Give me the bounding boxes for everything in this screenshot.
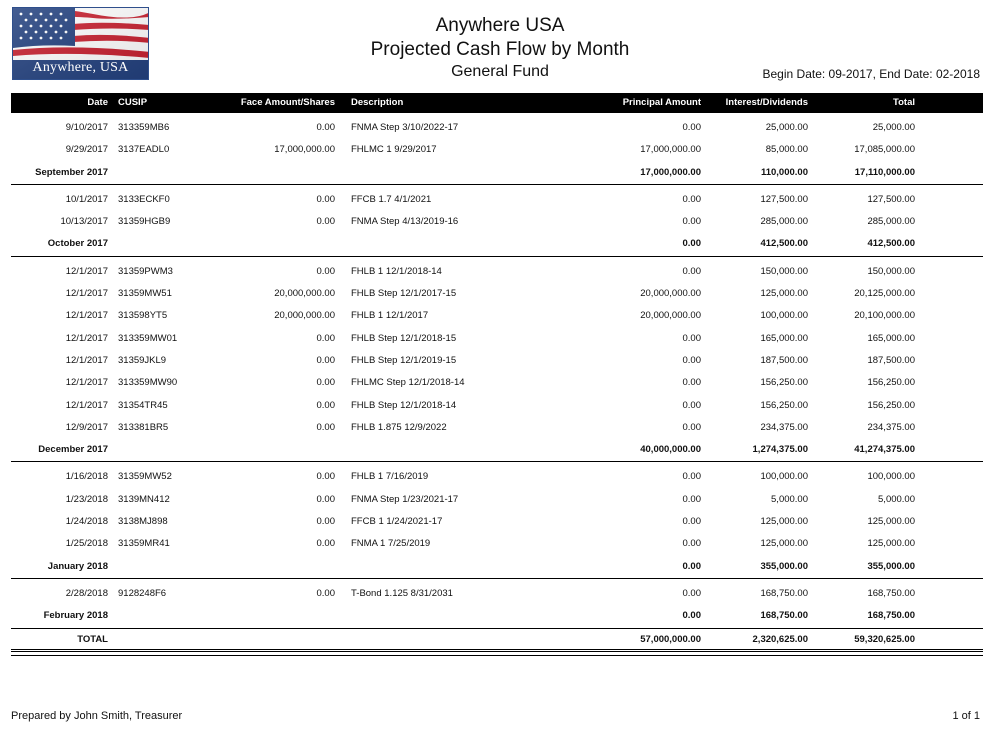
cell-principal: 0.00 xyxy=(682,421,701,433)
cell-face: 0.00 xyxy=(316,332,335,344)
month-subtotal-row xyxy=(11,439,983,462)
cell-cusip: 31359MW52 xyxy=(118,471,172,483)
cell-face: 0.00 xyxy=(316,265,335,277)
cell-desc: FHLMC Step 12/1/2018-14 xyxy=(351,377,465,389)
org-title: Anywhere USA xyxy=(435,15,565,36)
table-row xyxy=(11,395,983,417)
cell-face: 0.00 xyxy=(316,122,335,133)
date-range: Begin Date: 09-2017, End Date: 02-2018 xyxy=(762,67,980,81)
cell-total: 25,000.00 xyxy=(872,122,915,133)
cell-total: 285,000.00 xyxy=(867,216,915,228)
cell-interest: 285,000.00 xyxy=(760,216,808,228)
cell-interest: 125,000.00 xyxy=(760,288,808,300)
table-row xyxy=(11,372,983,394)
subtotal-principal: 17,000,000.00 xyxy=(640,166,701,178)
col-interest: Interest/Dividends xyxy=(725,97,808,108)
prepared-by: Prepared by John Smith, Treasurer xyxy=(11,710,183,722)
cell-date: 1/24/2018 xyxy=(65,516,108,528)
subtotal-label: September 2017 xyxy=(35,166,108,178)
subtotal-interest: 168,750.00 xyxy=(760,610,808,622)
table-row xyxy=(11,466,983,488)
table-row xyxy=(11,305,983,327)
cell-date: 12/1/2017 xyxy=(65,265,108,277)
cell-principal: 0.00 xyxy=(682,516,701,528)
cell-desc: FFCB 1 1/24/2021-17 xyxy=(351,516,443,528)
table-row xyxy=(11,533,983,555)
cell-cusip: 3139MN412 xyxy=(118,493,170,505)
table-row xyxy=(11,328,983,350)
cell-total: 20,100,000.00 xyxy=(854,310,915,322)
month-subtotal-row xyxy=(11,556,983,579)
cell-principal: 0.00 xyxy=(682,332,701,344)
cell-interest: 168,750.00 xyxy=(760,587,808,599)
cell-total: 17,085,000.00 xyxy=(854,144,915,156)
subtotal-label: January 2018 xyxy=(47,560,108,572)
cell-desc: FHLMC 1 9/29/2017 xyxy=(351,144,437,156)
subtotal-principal: 40,000,000.00 xyxy=(640,444,701,456)
cell-desc: T-Bond 1.125 8/31/2031 xyxy=(351,587,453,599)
subtotal-total: 168,750.00 xyxy=(867,610,915,622)
table-row xyxy=(11,117,983,139)
col-principal: Principal Amount xyxy=(622,97,701,108)
grand-total-label: TOTAL xyxy=(77,633,108,645)
table-row xyxy=(11,283,983,305)
col-total: Total xyxy=(893,97,915,108)
cell-cusip: 31359MR41 xyxy=(118,538,170,550)
subtotal-interest: 412,500.00 xyxy=(760,238,808,250)
grand-total-principal: 57,000,000.00 xyxy=(640,633,701,645)
cell-desc: FHLB Step 12/1/2018-14 xyxy=(351,399,457,411)
cell-date: 12/1/2017 xyxy=(65,399,108,411)
cell-principal: 0.00 xyxy=(682,354,701,366)
cell-desc: FHLB 1 12/1/2018-14 xyxy=(351,265,442,277)
cell-principal: 0.00 xyxy=(682,587,701,599)
cell-desc: FNMA Step 1/23/2021-17 xyxy=(351,493,459,505)
cell-desc: FHLB 1 7/16/2019 xyxy=(351,471,429,483)
cell-principal: 17,000,000.00 xyxy=(640,144,701,156)
table-header xyxy=(11,93,983,113)
cell-desc: FHLB Step 12/1/2019-15 xyxy=(351,354,457,366)
table-row xyxy=(11,489,983,511)
cell-date: 12/1/2017 xyxy=(65,354,108,366)
table-row xyxy=(11,583,983,605)
cell-face: 0.00 xyxy=(316,399,335,411)
cell-total: 127,500.00 xyxy=(867,193,915,205)
cell-desc: FHLB 1.875 12/9/2022 xyxy=(351,421,447,433)
cell-cusip: 313359MW90 xyxy=(118,377,178,389)
page-number: 1 of 1 xyxy=(952,710,980,722)
cash-flow-table xyxy=(11,93,983,656)
subtotal-label: February 2018 xyxy=(43,610,108,622)
cell-date: 12/1/2017 xyxy=(65,332,108,344)
cell-date: 1/25/2018 xyxy=(65,538,108,550)
cell-desc: FHLB Step 12/1/2017-15 xyxy=(351,288,457,300)
cell-total: 125,000.00 xyxy=(867,538,915,550)
cell-principal: 20,000,000.00 xyxy=(640,310,701,322)
cell-principal: 0.00 xyxy=(682,216,701,228)
cell-face: 0.00 xyxy=(316,538,335,550)
subtotal-principal: 0.00 xyxy=(682,238,701,250)
cell-date: 2/28/2018 xyxy=(65,587,108,599)
subtotal-principal: 0.00 xyxy=(682,610,701,622)
subtotal-label: December 2017 xyxy=(38,444,108,456)
cell-date: 12/1/2017 xyxy=(65,377,108,389)
cell-interest: 100,000.00 xyxy=(760,310,808,322)
cell-face: 17,000,000.00 xyxy=(274,144,335,156)
cell-cusip: 31354TR45 xyxy=(118,399,168,411)
cell-total: 234,375.00 xyxy=(867,421,915,433)
cell-principal: 0.00 xyxy=(682,471,701,483)
cell-total: 20,125,000.00 xyxy=(854,288,915,300)
cell-cusip: 313359MB6 xyxy=(118,122,170,133)
cell-interest: 100,000.00 xyxy=(760,471,808,483)
cell-date: 12/1/2017 xyxy=(65,310,108,322)
cell-total: 165,000.00 xyxy=(867,332,915,344)
cell-cusip: 9128248F6 xyxy=(118,587,167,599)
cell-date: 10/1/2017 xyxy=(65,193,108,205)
cell-date: 1/23/2018 xyxy=(65,493,108,505)
cell-principal: 0.00 xyxy=(682,493,701,505)
cell-total: 5,000.00 xyxy=(878,493,915,505)
subtotal-interest: 355,000.00 xyxy=(760,560,808,572)
subtotal-total: 412,500.00 xyxy=(867,238,915,250)
col-description: Description xyxy=(351,97,404,108)
cell-date: 10/13/2017 xyxy=(60,216,108,228)
cell-cusip: 31359MW51 xyxy=(118,288,172,300)
cell-cusip: 313381BR5 xyxy=(118,421,169,433)
table-row xyxy=(11,261,983,283)
subtotal-label: October 2017 xyxy=(47,238,108,250)
cell-cusip: 3138MJ898 xyxy=(118,516,168,528)
cell-desc: FNMA 1 7/25/2019 xyxy=(351,538,431,550)
cell-cusip: 31359JKL9 xyxy=(118,354,167,366)
cell-principal: 0.00 xyxy=(682,538,701,550)
subtotal-total: 41,274,375.00 xyxy=(854,444,915,456)
cell-interest: 156,250.00 xyxy=(760,377,808,389)
cell-total: 100,000.00 xyxy=(867,471,915,483)
logo-text: Anywhere, USA xyxy=(32,60,129,75)
cell-total: 168,750.00 xyxy=(867,587,915,599)
cell-interest: 150,000.00 xyxy=(760,265,808,277)
cell-cusip: 3137EADL0 xyxy=(118,144,170,156)
subtotal-total: 355,000.00 xyxy=(867,560,915,572)
table-row xyxy=(11,211,983,233)
cell-interest: 234,375.00 xyxy=(760,421,808,433)
cell-principal: 0.00 xyxy=(682,193,701,205)
grand-total-total: 59,320,625.00 xyxy=(854,633,915,645)
cell-date: 9/29/2017 xyxy=(65,144,108,156)
cell-interest: 85,000.00 xyxy=(765,144,808,156)
table-body xyxy=(11,113,983,629)
cell-face: 0.00 xyxy=(316,216,335,228)
cell-desc: FHLB Step 12/1/2018-15 xyxy=(351,332,457,344)
cell-face: 0.00 xyxy=(316,516,335,528)
month-subtotal-row xyxy=(11,233,983,256)
cell-interest: 25,000.00 xyxy=(765,122,808,133)
cell-principal: 0.00 xyxy=(682,399,701,411)
cell-principal: 20,000,000.00 xyxy=(640,288,701,300)
cell-cusip: 313598YT5 xyxy=(118,310,168,322)
cell-cusip: 31359PWM3 xyxy=(118,265,173,277)
cell-face: 0.00 xyxy=(316,377,335,389)
cell-cusip: 313359MW01 xyxy=(118,332,178,344)
cell-total: 150,000.00 xyxy=(867,265,915,277)
cell-principal: 0.00 xyxy=(682,265,701,277)
cell-cusip: 31359HGB9 xyxy=(118,216,171,228)
subtotal-interest: 110,000.00 xyxy=(760,166,808,178)
cell-interest: 125,000.00 xyxy=(760,516,808,528)
cell-interest: 156,250.00 xyxy=(760,399,808,411)
cell-face: 0.00 xyxy=(316,471,335,483)
cell-total: 187,500.00 xyxy=(867,354,915,366)
cell-face: 0.00 xyxy=(316,587,335,599)
cell-face: 20,000,000.00 xyxy=(274,310,335,322)
cell-face: 0.00 xyxy=(316,421,335,433)
grand-total-row xyxy=(11,629,983,652)
subtotal-total: 17,110,000.00 xyxy=(854,166,915,178)
cell-cusip: 3133ECKF0 xyxy=(118,193,170,205)
col-cusip: CUSIP xyxy=(118,97,148,108)
cell-total: 125,000.00 xyxy=(867,516,915,528)
table-row xyxy=(11,139,983,161)
cell-face: 20,000,000.00 xyxy=(274,288,335,300)
report-title: Projected Cash Flow by Month xyxy=(370,39,630,60)
grand-total-interest: 2,320,625.00 xyxy=(752,633,808,645)
fund-title: General Fund xyxy=(451,63,549,80)
cell-desc: FHLB 1 12/1/2017 xyxy=(351,310,429,322)
cell-desc: FNMA Step 3/10/2022-17 xyxy=(351,122,459,133)
month-subtotal-row xyxy=(11,162,983,185)
cell-date: 1/16/2018 xyxy=(65,471,108,483)
cell-interest: 127,500.00 xyxy=(760,193,808,205)
table-row xyxy=(11,511,983,533)
col-face: Face Amount/Shares xyxy=(240,97,335,108)
cell-interest: 125,000.00 xyxy=(760,538,808,550)
table-row xyxy=(11,417,983,439)
cell-face: 0.00 xyxy=(316,354,335,366)
cell-interest: 165,000.00 xyxy=(760,332,808,344)
subtotal-principal: 0.00 xyxy=(682,560,701,572)
cell-face: 0.00 xyxy=(316,493,335,505)
cell-total: 156,250.00 xyxy=(867,399,915,411)
cell-desc: FNMA Step 4/13/2019-16 xyxy=(351,216,459,228)
cell-principal: 0.00 xyxy=(682,122,701,133)
table-row xyxy=(11,350,983,372)
cell-interest: 187,500.00 xyxy=(760,354,808,366)
month-subtotal-row xyxy=(11,605,983,628)
cell-date: 12/1/2017 xyxy=(65,288,108,300)
cell-date: 12/9/2017 xyxy=(65,421,108,433)
cell-date: 9/10/2017 xyxy=(65,122,108,133)
table-row xyxy=(11,189,983,211)
cell-desc: FFCB 1.7 4/1/2021 xyxy=(351,193,432,205)
end-rule xyxy=(11,655,983,656)
cell-face: 0.00 xyxy=(316,193,335,205)
col-date: Date xyxy=(87,97,108,108)
subtotal-interest: 1,274,375.00 xyxy=(752,444,808,456)
cell-principal: 0.00 xyxy=(682,377,701,389)
cell-interest: 5,000.00 xyxy=(771,493,808,505)
cell-total: 156,250.00 xyxy=(867,377,915,389)
